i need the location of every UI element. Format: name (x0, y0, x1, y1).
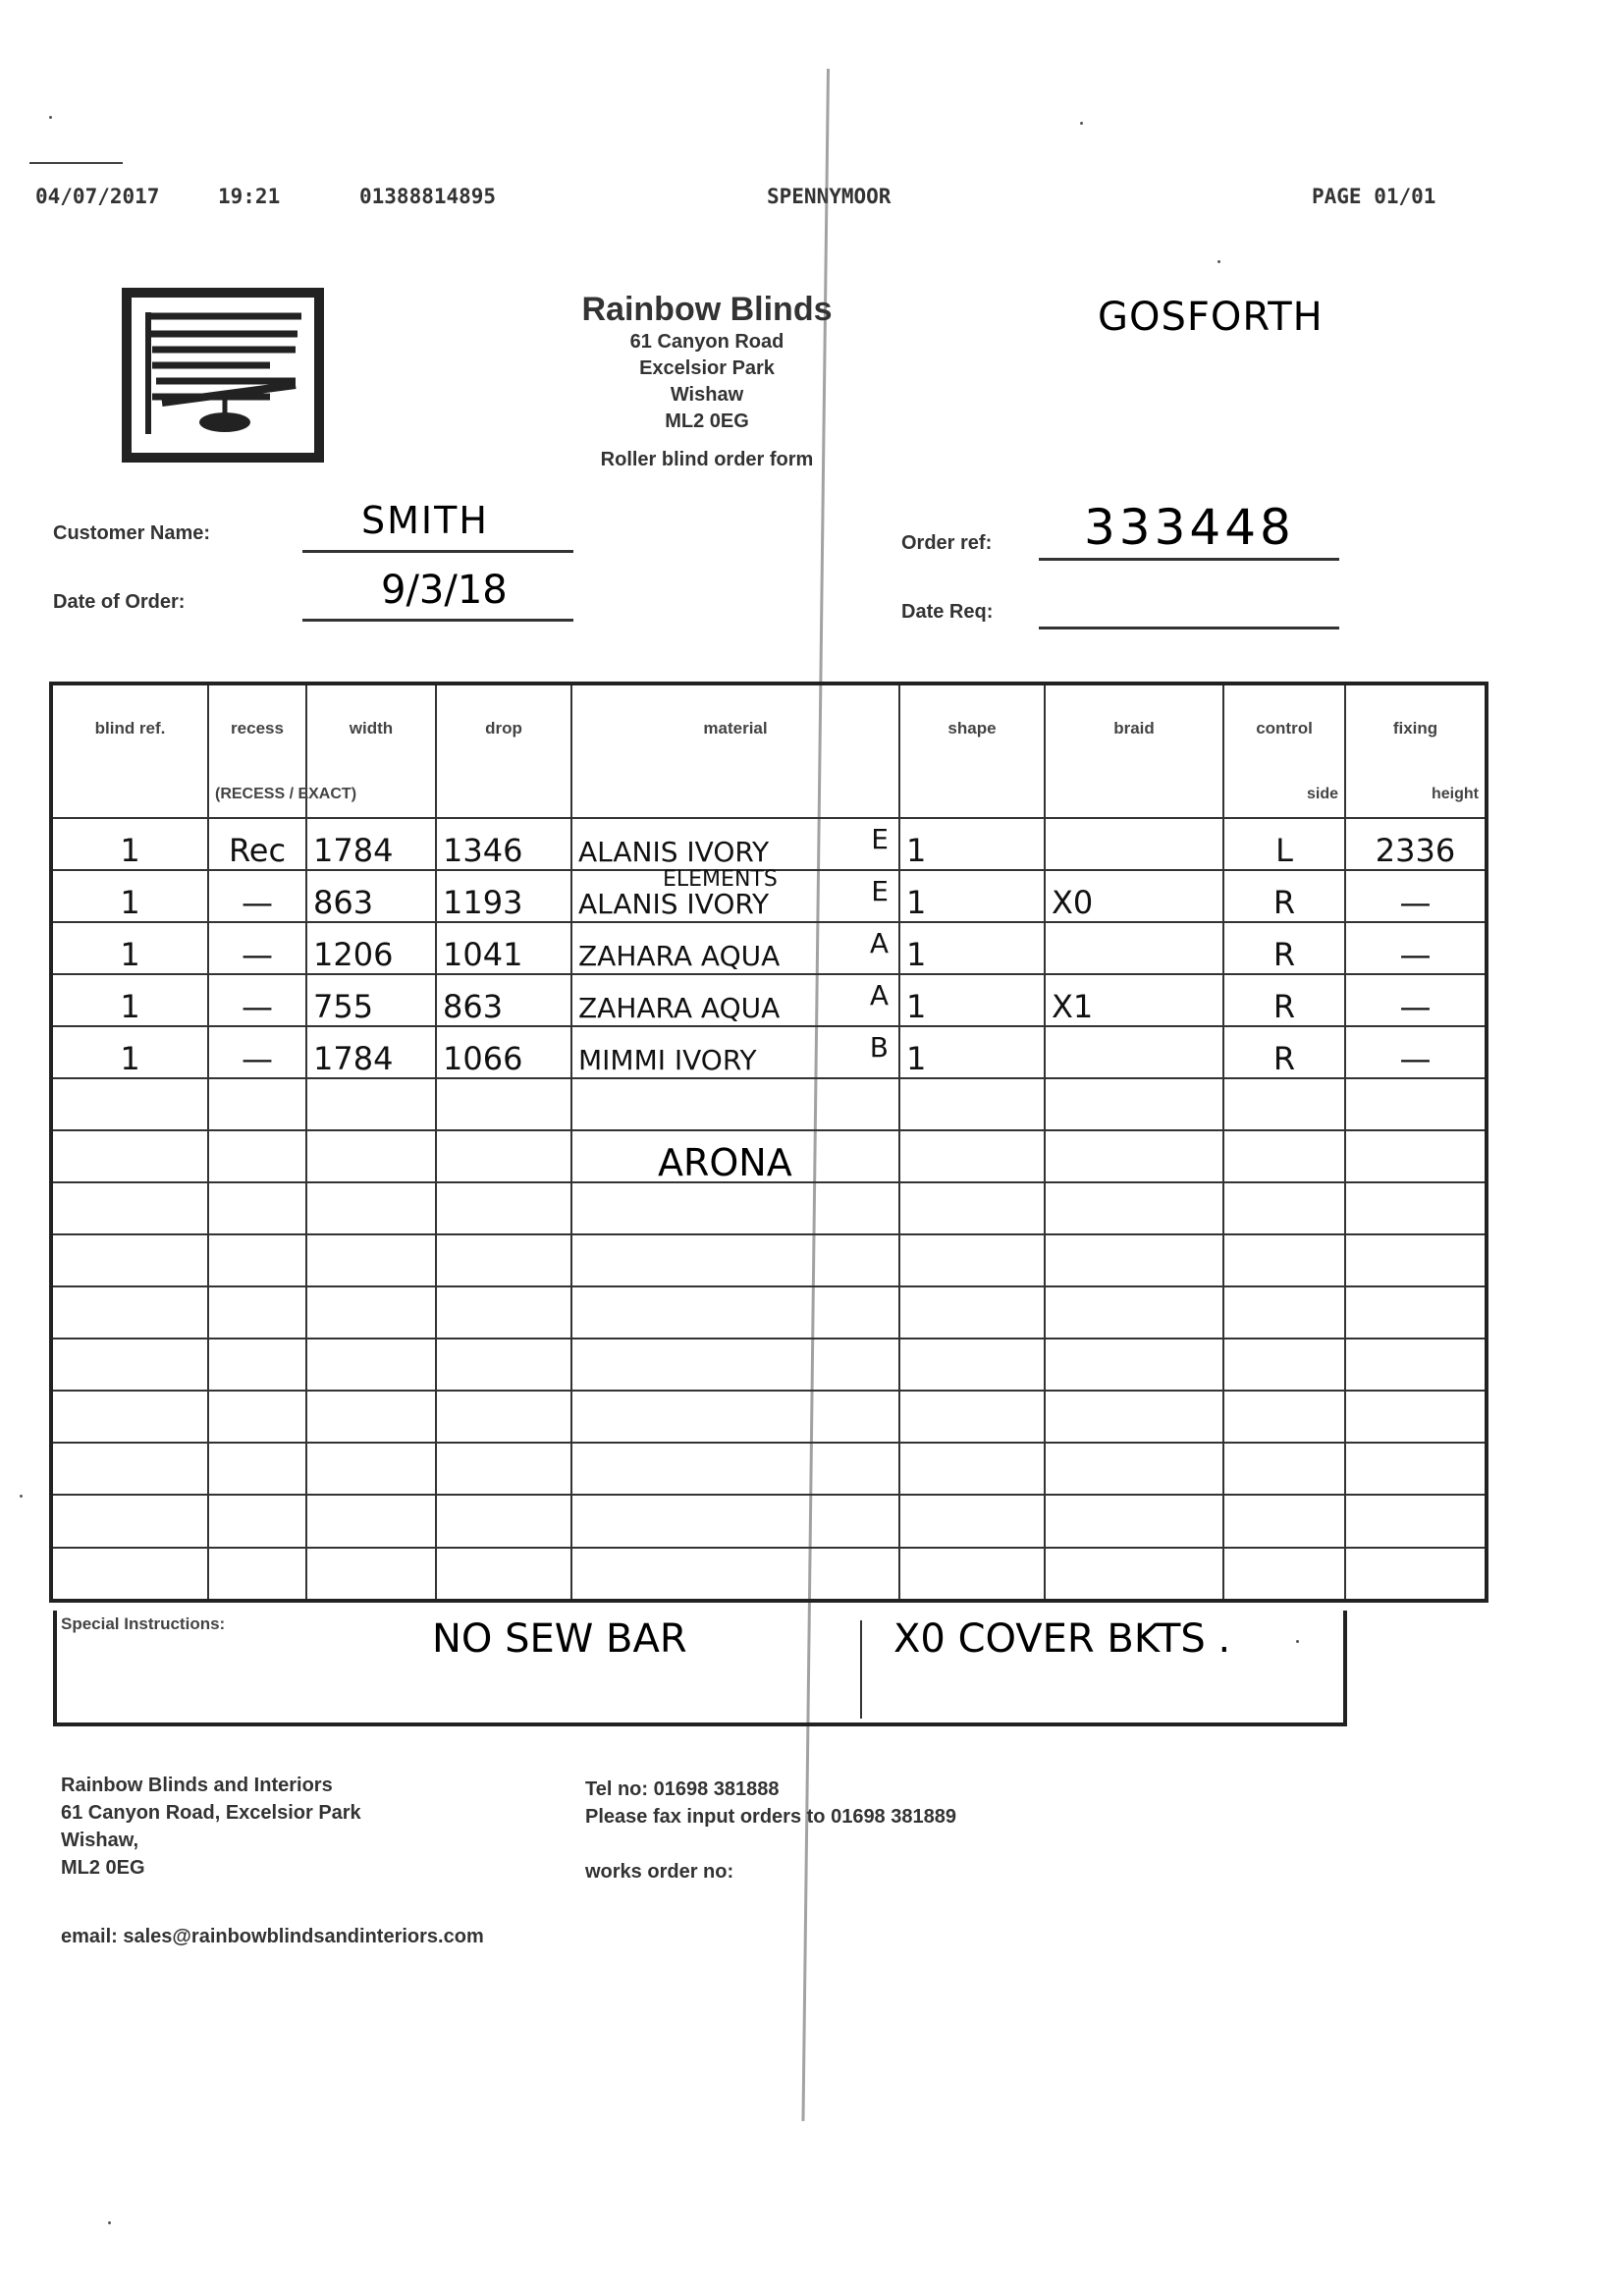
customer-name-label: Customer Name: (53, 522, 211, 544)
special-instructions-label: Special Instructions: (61, 1614, 226, 1633)
cell-drop: 1346 (436, 818, 571, 870)
cell-empty (436, 1078, 571, 1130)
form-title: Roller blind order form (600, 449, 814, 470)
cell-empty (1345, 1548, 1487, 1601)
cell-empty (899, 1286, 1045, 1339)
date-of-order-value: 9/3/18 (381, 568, 508, 613)
scan-speck (108, 2221, 111, 2224)
cell-empty (1223, 1182, 1345, 1234)
cell-empty (571, 1182, 899, 1234)
cell-ref: 1 (51, 922, 208, 974)
material-code: B (869, 1030, 889, 1064)
cell-empty (1345, 1495, 1487, 1547)
table-row (51, 974, 1487, 1026)
material-code: A (869, 978, 889, 1011)
cell-empty (571, 1339, 899, 1391)
material-name: ALANIS IVORY (578, 835, 770, 868)
cell-empty (306, 1130, 436, 1182)
cell-empty (1345, 1078, 1487, 1130)
subheader-6 (1045, 772, 1223, 817)
cell-empty (899, 1495, 1045, 1547)
cell-material (571, 974, 899, 1026)
footer-tel: Tel no: 01698 381888 (585, 1778, 780, 1800)
subheader-4 (571, 772, 899, 817)
col-header-drop: drop (436, 683, 571, 772)
cell-empty (51, 1182, 208, 1234)
col-header-material: material (571, 683, 899, 772)
cell-empty (306, 1182, 436, 1234)
cell-empty (1045, 1391, 1223, 1443)
cell-empty (306, 1391, 436, 1443)
special-instructions-right: X0 COVER BKTS . (893, 1616, 1231, 1662)
cell-fixing: — (1345, 870, 1487, 922)
cell-control: R (1223, 1026, 1345, 1078)
col-header-width: width (306, 683, 436, 772)
cell-material (571, 818, 899, 870)
company-block (511, 291, 903, 471)
material-name: ZAHARA AQUA (578, 991, 781, 1024)
table-row (51, 870, 1487, 922)
cell-empty (436, 1182, 571, 1234)
table-row (51, 818, 1487, 870)
cell-drop: 1066 (436, 1026, 571, 1078)
cell-empty (1345, 1130, 1487, 1182)
cell-empty (1045, 1234, 1223, 1286)
material-range: ELEMENTS (663, 866, 778, 892)
cell-empty (1345, 1234, 1487, 1286)
cell-fixing: — (1345, 974, 1487, 1026)
material-name: MIMMI IVORY (578, 1043, 757, 1076)
subheader-0 (51, 772, 208, 817)
company-address-1: 61 Canyon Road (629, 331, 784, 353)
cell-empty (1345, 1182, 1487, 1234)
cell-empty (51, 1078, 208, 1130)
cell-ref: 1 (51, 870, 208, 922)
cell-empty (51, 1495, 208, 1547)
cell-braid: X0 (1045, 870, 1223, 922)
fax-location: SPENNYMOOR (767, 185, 892, 208)
cell-empty (571, 1495, 899, 1547)
order-rows (51, 818, 1487, 1601)
cell-empty (1345, 1391, 1487, 1443)
fax-header (35, 185, 1488, 224)
company-address-3: Wishaw (670, 384, 744, 406)
fax-phone: 01388814895 (359, 185, 497, 208)
material-code: A (869, 926, 889, 959)
cell-control: R (1223, 974, 1345, 1026)
cell-empty (1223, 1130, 1345, 1182)
cell-empty (208, 1391, 306, 1443)
cell-empty (571, 1234, 899, 1286)
cell-recess: — (208, 1026, 306, 1078)
fax-header-rule (29, 162, 123, 164)
cell-ref: 1 (51, 818, 208, 870)
col-header-blind-ref: blind ref. (51, 683, 208, 772)
cell-empty (1345, 1443, 1487, 1495)
col-header-fixing: fixing (1345, 683, 1487, 772)
cell-empty (51, 1339, 208, 1391)
col-header-shape: shape (899, 683, 1045, 772)
cell-ref: 1 (51, 974, 208, 1026)
cell-drop: 1041 (436, 922, 571, 974)
cell-empty (899, 1182, 1045, 1234)
cell-empty (571, 1548, 899, 1601)
cell-empty (306, 1495, 436, 1547)
cell-empty (436, 1130, 571, 1182)
cell-recess: — (208, 870, 306, 922)
fax-time: 19:21 (218, 185, 281, 208)
cell-empty (208, 1548, 306, 1601)
cell-empty (1223, 1548, 1345, 1601)
table-row-blank (51, 1286, 1487, 1339)
table-row-blank (51, 1495, 1487, 1547)
cell-empty (208, 1234, 306, 1286)
scan-speck (1080, 122, 1083, 125)
cell-empty (208, 1443, 306, 1495)
cell-empty (1045, 1443, 1223, 1495)
cell-empty (208, 1286, 306, 1339)
date-of-order-label: Date of Order: (53, 591, 186, 613)
cell-empty (571, 1078, 899, 1130)
material-code: E (871, 822, 889, 855)
cell-empty (208, 1495, 306, 1547)
company-address-4: ML2 0EG (665, 410, 749, 432)
footer-works-order: works order no: (585, 1861, 734, 1883)
scan-speck (49, 116, 52, 119)
cell-empty (436, 1443, 571, 1495)
fax-page: PAGE 01/01 (1312, 185, 1436, 208)
table-row-blank (51, 1548, 1487, 1601)
cell-shape: 1 (899, 870, 1045, 922)
cell-empty (571, 1286, 899, 1339)
special-instructions-divider (860, 1620, 862, 1719)
cell-empty (1223, 1286, 1345, 1339)
scan-speck (1217, 260, 1220, 263)
cell-empty (51, 1234, 208, 1286)
cell-empty (306, 1078, 436, 1130)
subheader-fixing-height: height (1345, 772, 1487, 817)
col-header-control: control (1223, 683, 1345, 772)
table-row (51, 922, 1487, 974)
cell-empty (51, 1548, 208, 1601)
cell-empty (436, 1391, 571, 1443)
col-header-braid: braid (1045, 683, 1223, 772)
company-name: Rainbow Blinds (581, 291, 833, 328)
cell-material (571, 866, 899, 922)
cell-empty (436, 1548, 571, 1601)
table-header-row (51, 683, 1487, 772)
customer-name-value: SMITH (361, 499, 489, 542)
cell-fixing: 2336 (1345, 818, 1487, 870)
cell-drop: 863 (436, 974, 571, 1026)
cell-recess: — (208, 922, 306, 974)
footer-company-line-3: Wishaw, (61, 1830, 139, 1851)
material-name: ALANIS IVORY (578, 887, 770, 920)
cell-empty (899, 1078, 1045, 1130)
cell-empty (1223, 1391, 1345, 1443)
material-name: ZAHARA AQUA (578, 939, 781, 972)
cell-control: L (1223, 818, 1345, 870)
footer-email: email: sales@rainbowblindsandinteriors.com (61, 1926, 484, 1947)
cell-material (571, 1026, 899, 1078)
order-ref-label: Order ref: (901, 532, 993, 554)
subheader-5 (899, 772, 1045, 817)
cell-empty (1223, 1495, 1345, 1547)
cell-recess: — (208, 974, 306, 1026)
cell-empty (436, 1234, 571, 1286)
footer-company (61, 1772, 361, 1882)
cell-empty (306, 1443, 436, 1495)
cell-empty (208, 1182, 306, 1234)
cell-width: 1206 (306, 922, 436, 974)
cell-empty (1045, 1495, 1223, 1547)
table-row-blank (51, 1339, 1487, 1391)
cell-shape: 1 (899, 922, 1045, 974)
table-row-blank (51, 1391, 1487, 1443)
cell-empty (1045, 1182, 1223, 1234)
cell-width: 863 (306, 870, 436, 922)
order-ref-value: 333448 (1084, 499, 1295, 556)
cell-empty (899, 1391, 1045, 1443)
cell-braid (1045, 818, 1223, 870)
cell-ref: 1 (51, 1026, 208, 1078)
customer-name-line (302, 550, 573, 553)
cell-empty (899, 1234, 1045, 1286)
table-row (51, 1026, 1487, 1078)
blind-logo-icon (123, 287, 325, 465)
cell-empty (436, 1286, 571, 1339)
company-address-2: Excelsior Park (639, 357, 775, 379)
cell-empty (306, 1548, 436, 1601)
cell-empty (306, 1286, 436, 1339)
cell-empty (208, 1130, 306, 1182)
cell-empty (51, 1391, 208, 1443)
cell-empty (899, 1130, 1045, 1182)
cell-empty (1223, 1234, 1345, 1286)
cell-fixing: — (1345, 922, 1487, 974)
cell-width: 1784 (306, 818, 436, 870)
scan-speck (20, 1495, 23, 1498)
footer-contact (585, 1776, 956, 1886)
subheader-3 (436, 772, 571, 817)
cell-fixing: — (1345, 1026, 1487, 1078)
table-row-blank (51, 1078, 1487, 1130)
cell-empty (306, 1339, 436, 1391)
cell-width: 1784 (306, 1026, 436, 1078)
cell-empty (51, 1286, 208, 1339)
footer-company-line-4: ML2 0EG (61, 1857, 145, 1879)
cell-empty (571, 1391, 899, 1443)
cell-empty (1045, 1339, 1223, 1391)
cell-empty (1045, 1130, 1223, 1182)
cell-control: R (1223, 922, 1345, 974)
cell-empty (899, 1443, 1045, 1495)
cell-empty (1223, 1078, 1345, 1130)
cell-empty (1045, 1286, 1223, 1339)
cell-width: 755 (306, 974, 436, 1026)
cell-empty (1223, 1339, 1345, 1391)
cell-empty (306, 1234, 436, 1286)
table-row-blank (51, 1182, 1487, 1234)
date-req-label: Date Req: (901, 601, 994, 623)
cell-material (571, 922, 899, 974)
cell-empty (436, 1495, 571, 1547)
branch-name: GOSFORTH (1098, 295, 1324, 340)
cell-empty (1345, 1286, 1487, 1339)
cell-empty (1223, 1443, 1345, 1495)
annotation-arona: ARONA (658, 1141, 792, 1184)
order-ref-line (1039, 558, 1339, 561)
subheader-control-side: side (1223, 772, 1345, 817)
cell-empty (1045, 1078, 1223, 1130)
cell-empty (899, 1339, 1045, 1391)
cell-empty (436, 1339, 571, 1391)
cell-control: R (1223, 870, 1345, 922)
cell-empty (1345, 1339, 1487, 1391)
table-row-blank (51, 1443, 1487, 1495)
cell-shape: 1 (899, 1026, 1045, 1078)
footer-company-line-2: 61 Canyon Road, Excelsior Park (61, 1802, 361, 1824)
cell-braid (1045, 1026, 1223, 1078)
footer-fax: Please fax input orders to 01698 381889 (585, 1806, 956, 1828)
cell-empty (571, 1443, 899, 1495)
cell-empty (1045, 1548, 1223, 1601)
col-header-recess: recess (208, 683, 306, 772)
cell-drop: 1193 (436, 870, 571, 922)
footer-company-line-1: Rainbow Blinds and Interiors (61, 1775, 333, 1796)
cell-shape: 1 (899, 974, 1045, 1026)
cell-empty (51, 1443, 208, 1495)
cell-empty (899, 1548, 1045, 1601)
fax-date: 04/07/2017 (35, 185, 160, 208)
cell-empty (208, 1078, 306, 1130)
table-row-blank (51, 1234, 1487, 1286)
cell-recess: Rec (208, 818, 306, 870)
date-req-line (1039, 627, 1339, 629)
date-of-order-line (302, 619, 573, 622)
scan-speck (1296, 1640, 1299, 1643)
material-code: E (871, 874, 889, 907)
cell-empty (51, 1130, 208, 1182)
special-instructions-left: NO SEW BAR (432, 1616, 687, 1662)
table-subheader-row (51, 772, 1487, 817)
cell-braid: X1 (1045, 974, 1223, 1026)
cell-braid (1045, 922, 1223, 974)
subheader-recess: (RECESS / EXACT) (208, 772, 306, 817)
cell-shape: 1 (899, 818, 1045, 870)
cell-empty (208, 1339, 306, 1391)
